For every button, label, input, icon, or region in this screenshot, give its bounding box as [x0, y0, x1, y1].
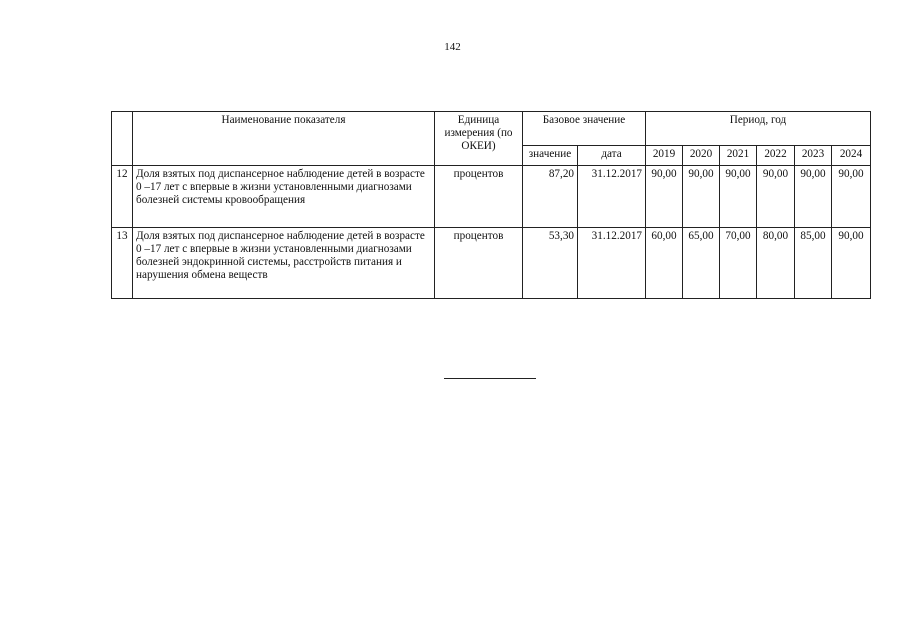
base-date-cell: 31.12.2017	[578, 228, 646, 299]
year-value-cell: 90,00	[646, 166, 683, 228]
year-value-cell: 90,00	[757, 166, 795, 228]
header-base-value: значение	[523, 146, 578, 166]
year-value-cell: 85,00	[795, 228, 832, 299]
unit-cell: процентов	[435, 166, 523, 228]
year-value-cell: 70,00	[720, 228, 757, 299]
header-year: 2019	[646, 146, 683, 166]
indicators-table	[111, 111, 871, 299]
header-base-date: дата	[578, 146, 646, 166]
header-name: Наименование показателя	[133, 112, 435, 166]
unit-cell: процентов	[435, 228, 523, 299]
year-value-cell: 80,00	[757, 228, 795, 299]
header-row-top	[112, 112, 871, 146]
indicator-name: Доля взятых под диспансерное наблюдение детей в возрасте 0 –17 лет с впервые в жизни установленными диагнозами болезней эндокринной системы, расстройств питания и нарушения обмена веществ	[133, 228, 435, 299]
header-year: 2021	[720, 146, 757, 166]
row-number: 13	[112, 228, 133, 299]
year-value-cell: 90,00	[683, 166, 720, 228]
page-number: 142	[444, 41, 461, 53]
header-base: Базовое значение	[523, 112, 646, 146]
base-value-cell: 53,30	[523, 228, 578, 299]
year-value-cell: 90,00	[720, 166, 757, 228]
base-value-cell: 87,20	[523, 166, 578, 228]
year-value-cell: 90,00	[832, 228, 871, 299]
year-value-cell: 90,00	[795, 166, 832, 228]
year-value-cell: 90,00	[832, 166, 871, 228]
year-value-cell: 60,00	[646, 228, 683, 299]
footnote-divider	[444, 378, 536, 379]
base-date-cell: 31.12.2017	[578, 166, 646, 228]
indicator-name: Доля взятых под диспансерное наблюдение детей в возрасте 0 –17 лет с впервые в жизни установленными диагнозами болезней системы кровообращения	[133, 166, 435, 228]
header-year: 2023	[795, 146, 832, 166]
row-number: 12	[112, 166, 133, 228]
header-period: Период, год	[646, 112, 871, 146]
table-row	[112, 228, 871, 299]
table-row	[112, 166, 871, 228]
header-year: 2020	[683, 146, 720, 166]
header-year: 2022	[757, 146, 795, 166]
year-value-cell: 65,00	[683, 228, 720, 299]
header-num-cell	[112, 112, 133, 166]
header-unit: Единица измерения (по ОКЕИ)	[435, 112, 523, 166]
header-year: 2024	[832, 146, 871, 166]
